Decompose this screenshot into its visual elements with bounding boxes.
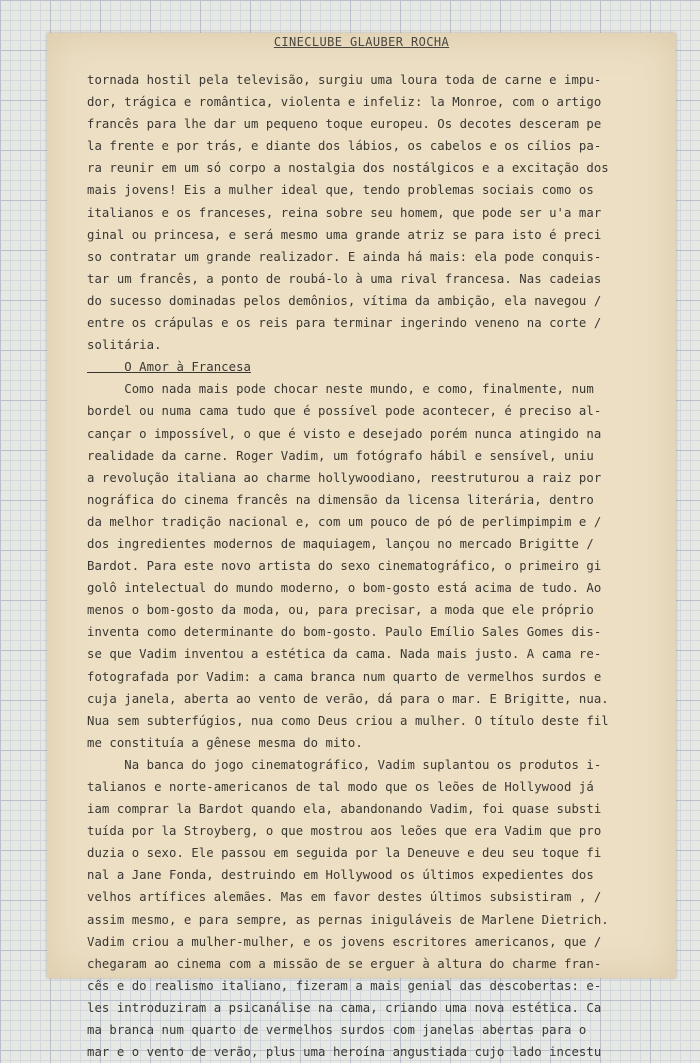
header-title: CINECLUBE GLAUBER ROCHA <box>273 35 450 49</box>
text-line: me constituía a gênese mesma do mito. <box>87 735 363 750</box>
text-line: tuída por la Stroyberg, o que mostrou aos leões que era Vadim que pro <box>87 824 602 839</box>
text-line: Nua sem subterfúgios, nua como Deus criou a mulher. O título deste fil <box>87 713 609 728</box>
text-line: dor, trágica e romântica, violenta e infeliz: la Monroe, com o artigo <box>87 95 602 110</box>
text-line: entre os crápulas e os reis para terminar ingerindo veneno na corte / <box>87 316 602 331</box>
text-line: chegaram ao cinema com a missão de se erguer à altura do charme fran- <box>87 956 602 971</box>
text-line: dos ingredientes modernos de maquiagem, lançou no mercado Brigitte / <box>87 536 594 551</box>
section-heading: O Amor à Francesa <box>87 360 251 375</box>
text-line: realidade da carne. Roger Vadim, um fotógrafo hábil e sensível, uniu <box>87 448 594 463</box>
text-line: menos o bom-gosto da moda, ou, para precisar, a moda que ele próprio <box>87 603 594 618</box>
text-line: nográfica do cinema francês na dimensão da licensa literária, dentro <box>87 492 594 507</box>
text-line: tornada hostil pela televisão, surgiu uma loura toda de carne e impu- <box>87 73 602 87</box>
text-line: cuja janela, aberta ao vento de verão, dá para o mar. E Brigitte, nua. <box>87 691 609 706</box>
text-line: italianos e os franceses, reina sobre seu homem, que pode ser u'a mar <box>87 205 602 220</box>
text-line: la frente e por trás, e diante dos lábios, os cabelos e os cílios pa- <box>87 139 602 154</box>
text-line: velhos artífices alemães. Mas em favor destes últimos subsistiram , / <box>87 890 602 905</box>
text-line: cês e do realismo italiano, fizeram a mais genial das descobertas: e- <box>87 978 602 993</box>
text-line: fotografada por Vadim: a cama branca num quarto de vermelhos surdos e <box>87 669 602 684</box>
page-header <box>47 35 676 49</box>
text-line: se que Vadim inventou a estética da cama. Nada mais justo. A cama re- <box>87 647 602 662</box>
text-line: Bardot. Para este novo artista do sexo cinematográfico, o primeiro gi <box>87 559 602 574</box>
body-text <box>87 69 672 1063</box>
text-line: solitária. <box>87 338 162 353</box>
text-line: golô intelectual do mundo moderno, o bom-gosto está acima de tudo. Ao <box>87 581 602 596</box>
text-line: talianos e norte-americanos de tal modo que os leões de Hollywood já <box>87 780 594 794</box>
text-line: Como nada mais pode chocar neste mundo, e como, finalmente, num <box>87 382 594 397</box>
text-line: inventa como determinante do bom-gosto. Paulo Emílio Sales Gomes dis- <box>87 625 602 640</box>
text-line: cançar o impossível, o que é visto e desejado porém nunca atingido na <box>87 426 602 441</box>
text-line: assim mesmo, e para sempre, as pernas iniguláveis de Marlene Dietrich. <box>87 912 609 927</box>
text-line: Vadim criou a mulher-mulher, e os jovens escritores americanos, que / <box>87 934 602 949</box>
typewritten-page <box>47 33 676 1060</box>
text-line: do sucesso dominadas pelos demônios, vítima da ambição, ela navegou / <box>87 293 602 308</box>
text-line: mar e o vento de verão, plus uma heroína angustiada cujo lado incestu <box>87 1045 602 1060</box>
text-line: francês para lhe dar um pequeno toque europeu. Os decotes desceram pe <box>87 117 602 132</box>
text-line: da melhor tradição nacional e, com um pouco de pó de perlimpimpim e / <box>87 514 602 529</box>
text-line: iam comprar la Bardot quando ela, abandonando Vadim, foi quase substi <box>87 802 602 817</box>
text-line: mais jovens! Eis a mulher ideal que, tendo problemas sociais como os <box>87 183 594 198</box>
text-line: tar um francês, a ponto de roubá-lo à uma rival francesa. Nas cadeias <box>87 271 602 286</box>
text-line: ma branca num quarto de vermelhos surdos com janelas abertas para o <box>87 1023 587 1038</box>
text-line: ra reunir em um só corpo a nostalgia dos nostálgicos e a excitação dos <box>87 161 609 176</box>
text-line: so contratar um grande realizador. E ainda há mais: ela pode conquis- <box>87 249 602 264</box>
text-line: duzia o sexo. Ele passou em seguida por la Deneuve e deu seu toque fi <box>87 846 602 861</box>
text-line: nal a Jane Fonda, destruindo em Hollywood os últimos expedientes dos <box>87 868 594 883</box>
text-line: bordel ou numa cama tudo que é possível pode acontecer, é preciso al- <box>87 404 602 419</box>
text-line: ginal ou princesa, e será mesmo uma grande atriz se para isto é preci <box>87 227 602 242</box>
text-line: a revolução italiana ao charme hollywoodiano, reestruturou a raiz por <box>87 470 602 485</box>
text-line: Na banca do jogo cinematográfico, Vadim suplantou os produtos i- <box>87 757 602 772</box>
text-line: les introduziram a psicanálise na cama, criando uma nova estética. Ca <box>87 1000 602 1015</box>
